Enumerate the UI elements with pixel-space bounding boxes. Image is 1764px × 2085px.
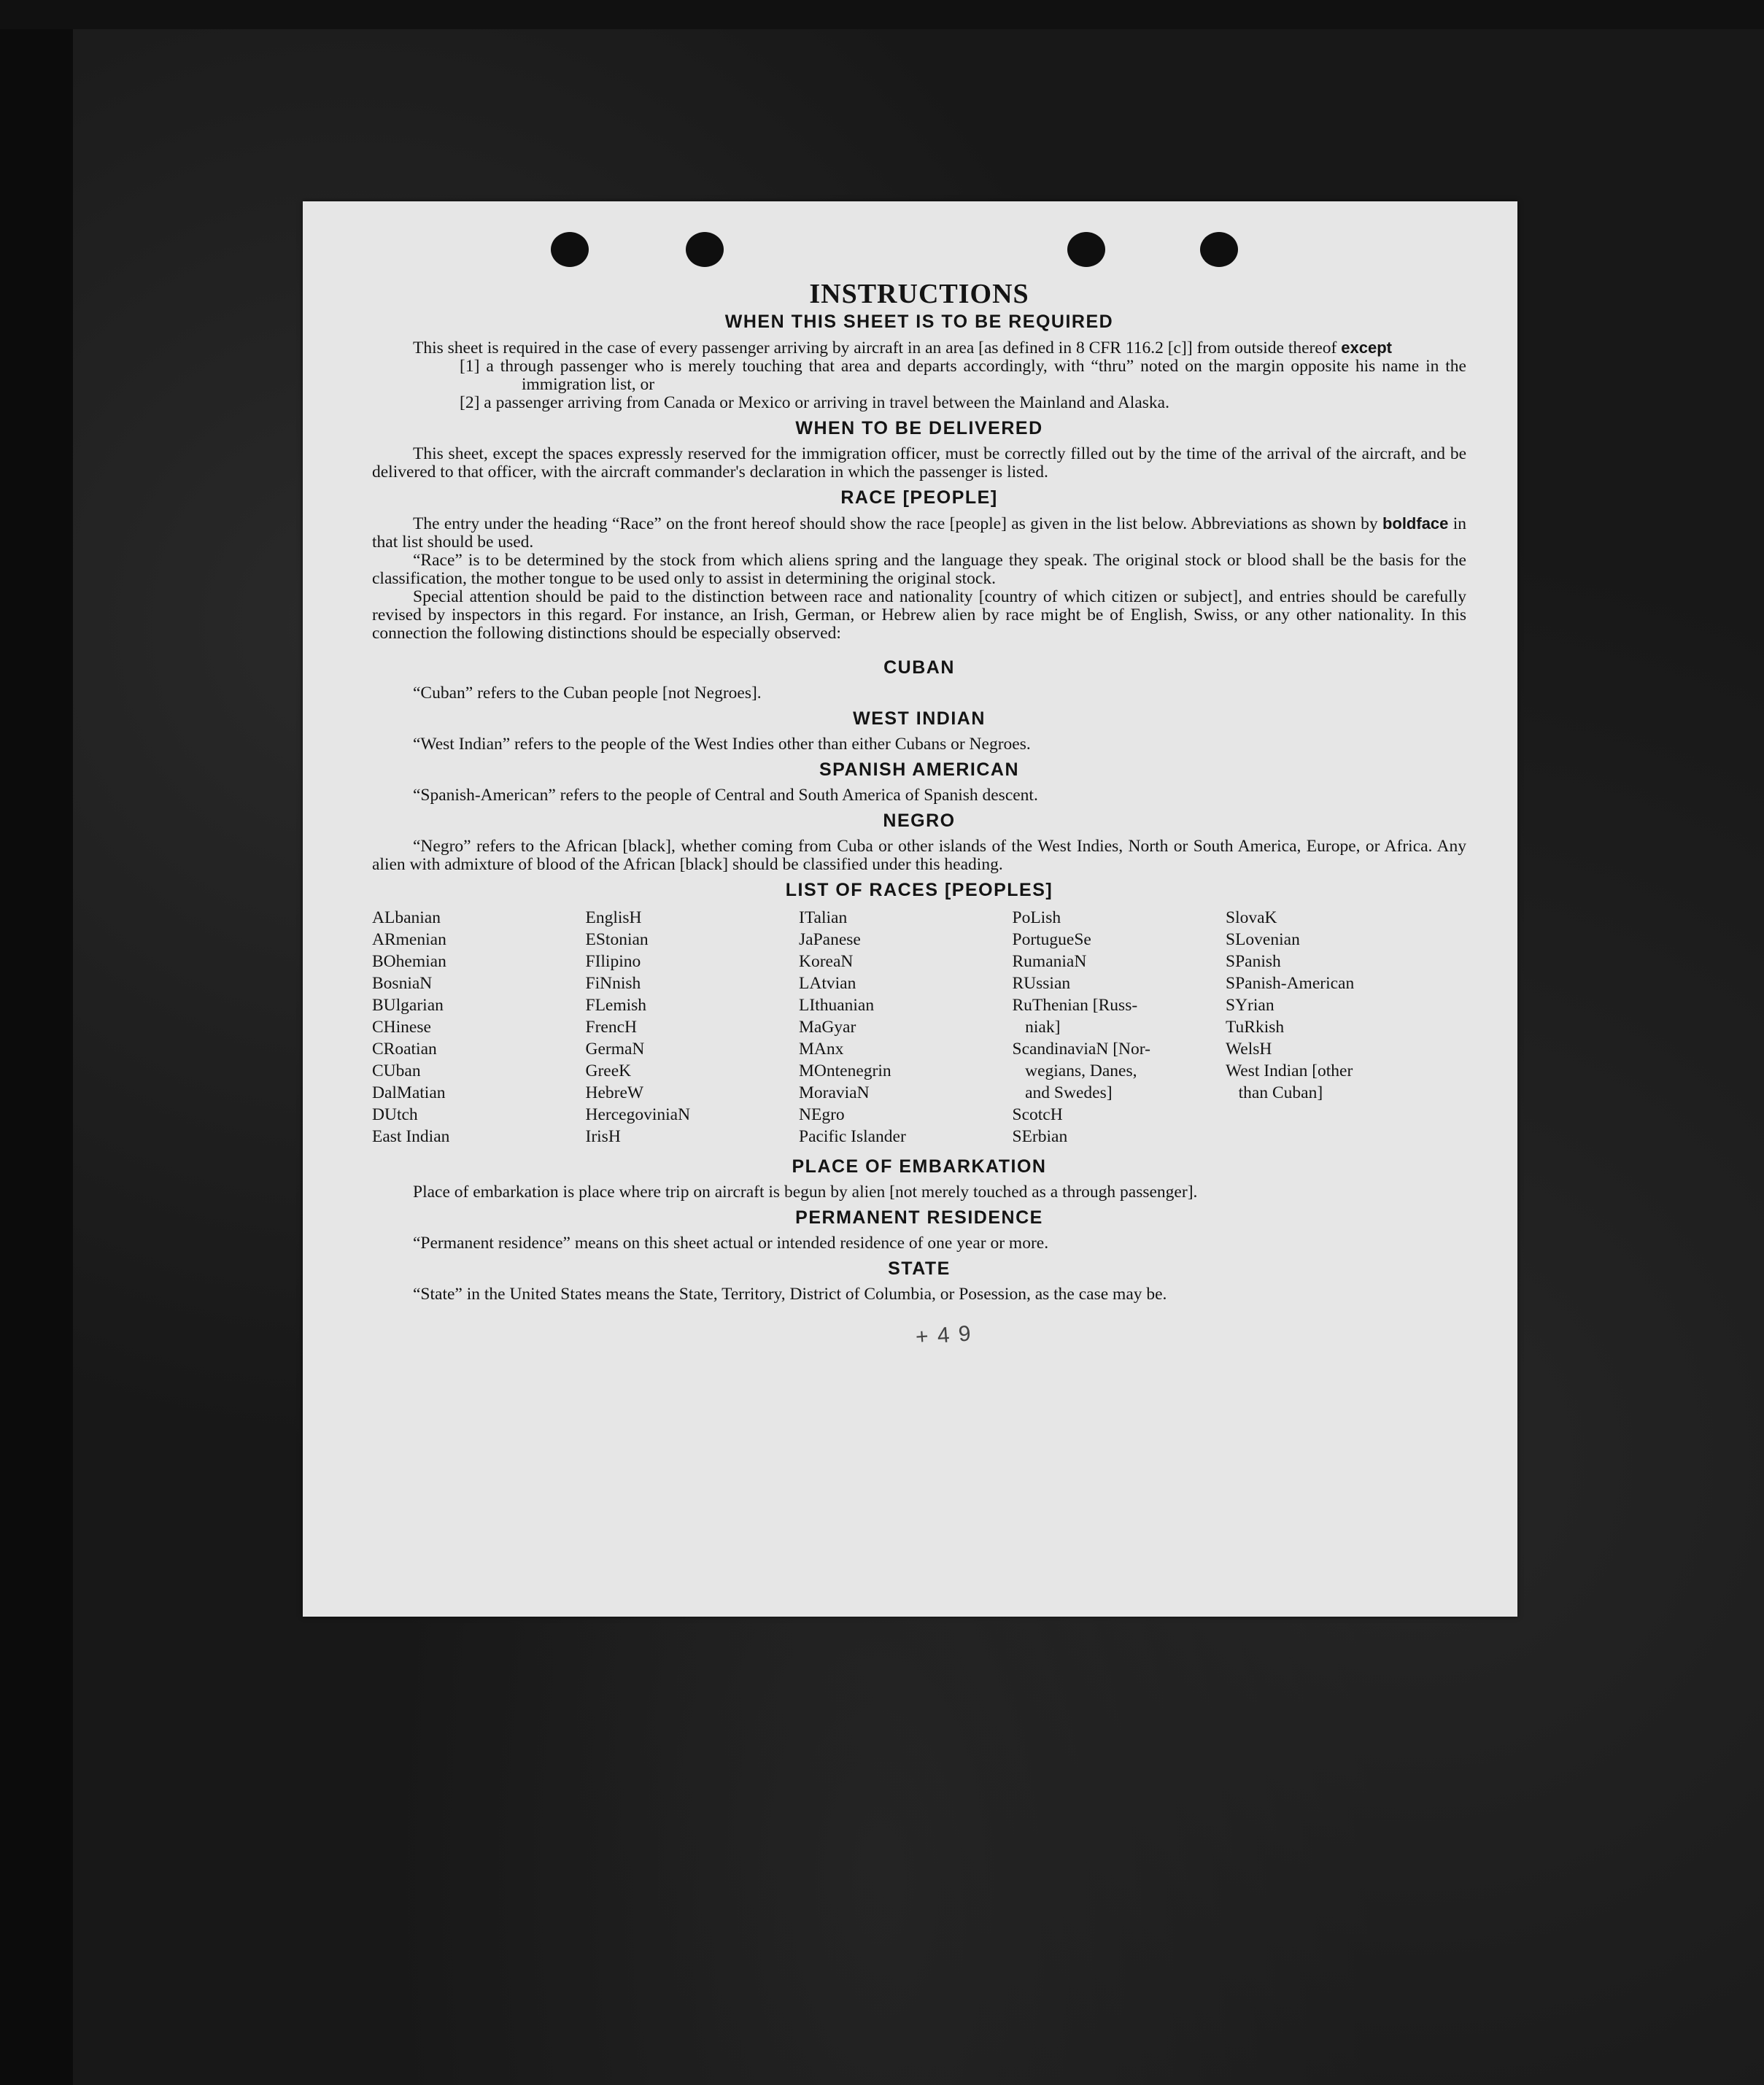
document-title: INSTRUCTIONS [809,279,1029,309]
race-entry: FLemish [585,996,647,1015]
race-entry: DalMatian [372,1083,446,1102]
race-entry: HebreW [585,1083,644,1102]
race-column [1226,907,1437,1148]
race-entry: BOhemian [372,952,446,971]
residence-text: “Permanent residence” means on this sheet actual or intended residence of one year or more. [413,1234,1049,1253]
race-entry: CHinese [372,1018,431,1037]
race-entry: MAnx [799,1040,844,1059]
race-entry: SlovaK [1226,908,1277,927]
race-entry: IrisH [585,1127,621,1146]
race-column [799,907,1010,1148]
race-entry: ScotcH [1012,1105,1063,1124]
race-entry: JaPanese [799,930,861,949]
delivered-text: This sheet, except the spaces expressly reserved for the immigration officer, must be correctly filled out by the time of the arrival of the aircraft, and be delivered to that officer, with the aircraft commander's declaration in which the passenger is listed. [372,444,1466,481]
punch-hole [551,232,589,267]
race-entry: BUlgarian [372,996,444,1015]
race-entry: FiNnish [585,974,641,993]
race-entry: WelsH [1226,1040,1272,1059]
heading-cuban: CUBAN [883,657,955,678]
race-entry: SLovenian [1226,930,1300,949]
race-entry: SPanish [1226,952,1281,971]
race-entry: ScandinaviaN [Nor- wegians, Danes, and Swedes] [1012,1040,1150,1102]
negro-text: “Negro” refers to the African [black], whether coming from Cuba or other islands of the West Indies, North or South America, Europe, or Africa. Any alien with admixture of blood of the African [black] should be classified under this heading. [372,837,1466,874]
race-entry: CUban [372,1061,421,1080]
race-entry: MaGyar [799,1018,856,1037]
race-entry: LIthuanian [799,996,875,1015]
race-column [586,907,797,1148]
race-entry: PortugueSe [1012,930,1091,949]
race-entry: LAtvian [799,974,856,993]
heading-state: STATE [888,1258,951,1279]
race-entry: EnglisH [585,908,642,927]
instruction-sheet [303,201,1517,1617]
race-entry: GermaN [585,1040,645,1059]
race-entry: MoraviaN [799,1083,870,1102]
race-entry: MOntenegrin [799,1061,891,1080]
heading-negro: NEGRO [883,811,956,831]
heading-embarkation: PLACE OF EMBARKATION [792,1156,1047,1177]
race-entry: BosniaN [372,974,433,993]
heading-permanent-residence: PERMANENT RESIDENCE [795,1207,1043,1228]
race-entry: FrencH [585,1018,637,1037]
race-entry: TuRkish [1226,1018,1285,1037]
scan-edge-left [0,0,73,2085]
heading-race: RACE [PEOPLE] [840,487,998,508]
scan-edge-top [0,0,1764,29]
race-entry: CRoatian [372,1040,437,1059]
race-entry: KoreaN [799,952,854,971]
race-entry: ALbanian [372,908,441,927]
state-text: “State” in the United States means the State, Territory, District of Columbia, or Posession, as the case may be. [413,1285,1167,1304]
race-entry: NEgro [799,1105,845,1124]
race-entry: West Indian [other than Cuban] [1226,1061,1353,1102]
race-column [372,907,584,1148]
race-entry: RumaniaN [1012,952,1087,971]
race-paragraph-1: The entry under the heading “Race” on the front hereof should show the race [people] as given in the list below. Abbreviations as shown by boldface in that list should be used. [372,514,1466,552]
race-entry: RUssian [1012,974,1071,993]
race-list [372,907,1437,1148]
required-intro: This sheet is required in the case of every passenger arriving by aircraft in an area [as defined in 8 CFR 116.2 [c]] from outside thereof except [413,339,1392,357]
required-item-1: [1] a through passenger who is merely touching that area and departs accordingly, with “thru” noted on the margin opposite his name in the immigration list, or [460,357,1466,394]
heading-list-of-races: LIST OF RACES [PEOPLES] [785,880,1053,900]
sheet-content [372,278,1466,1304]
race-entry: EStonian [585,930,649,949]
race-entry: SErbian [1012,1127,1068,1146]
race-paragraph-3: Special attention should be paid to the distinction between race and nationality [country of which citizen or subject], and entries should be carefully revised by inspectors in this regard. For instance, an Irish, German, or Hebrew alien by race might be of English, Swiss, or any other nationality. In this connection the following distinctions should be especially observed: [372,587,1466,643]
heading-west-indian: WEST INDIAN [853,708,986,729]
handwritten-note: + 4 9 [914,1321,973,1350]
heading-required: WHEN THIS SHEET IS TO BE REQUIRED [724,312,1114,332]
race-entry: SPanish-American [1226,974,1355,993]
cuban-text: “Cuban” refers to the Cuban people [not Negroes]. [413,684,762,703]
punch-hole [1200,232,1238,267]
race-entry: PoLish [1012,908,1061,927]
spanish-american-text: “Spanish-American” refers to the people of Central and South America of Spanish descent. [413,786,1038,805]
punch-hole [686,232,724,267]
race-entry: GreeK [585,1061,632,1080]
race-entry: DUtch [372,1105,418,1124]
race-entry: SYrian [1226,996,1274,1015]
required-item-2: [2] a passenger arriving from Canada or Mexico or arriving in travel between the Mainland and Alaska. [460,393,1169,412]
race-entry: Pacific Islander [799,1127,906,1146]
race-entry: HercegoviniaN [585,1105,691,1124]
race-entry: ARmenian [372,930,446,949]
race-entry: ITalian [799,908,848,927]
embarkation-text: Place of embarkation is place where trip on aircraft is begun by alien [not merely touched as a through passenger]. [413,1183,1198,1202]
race-entry: FIlipino [585,952,641,971]
race-paragraph-2: “Race” is to be determined by the stock from which aliens spring and the language they speak. The original stock or blood shall be the basis for the classification, the mother tongue to be used only to assist in determining the original stock. [372,551,1466,588]
west-indian-text: “West Indian” refers to the people of the West Indies other than either Cubans or Negroes. [413,735,1031,754]
race-entry: East Indian [372,1127,450,1146]
race-column [1013,907,1224,1148]
punch-hole [1067,232,1105,267]
heading-spanish-american: SPANISH AMERICAN [819,759,1019,780]
race-entry: RuThenian [Russ- niak] [1012,996,1138,1037]
heading-delivered: WHEN TO BE DELIVERED [795,418,1043,438]
